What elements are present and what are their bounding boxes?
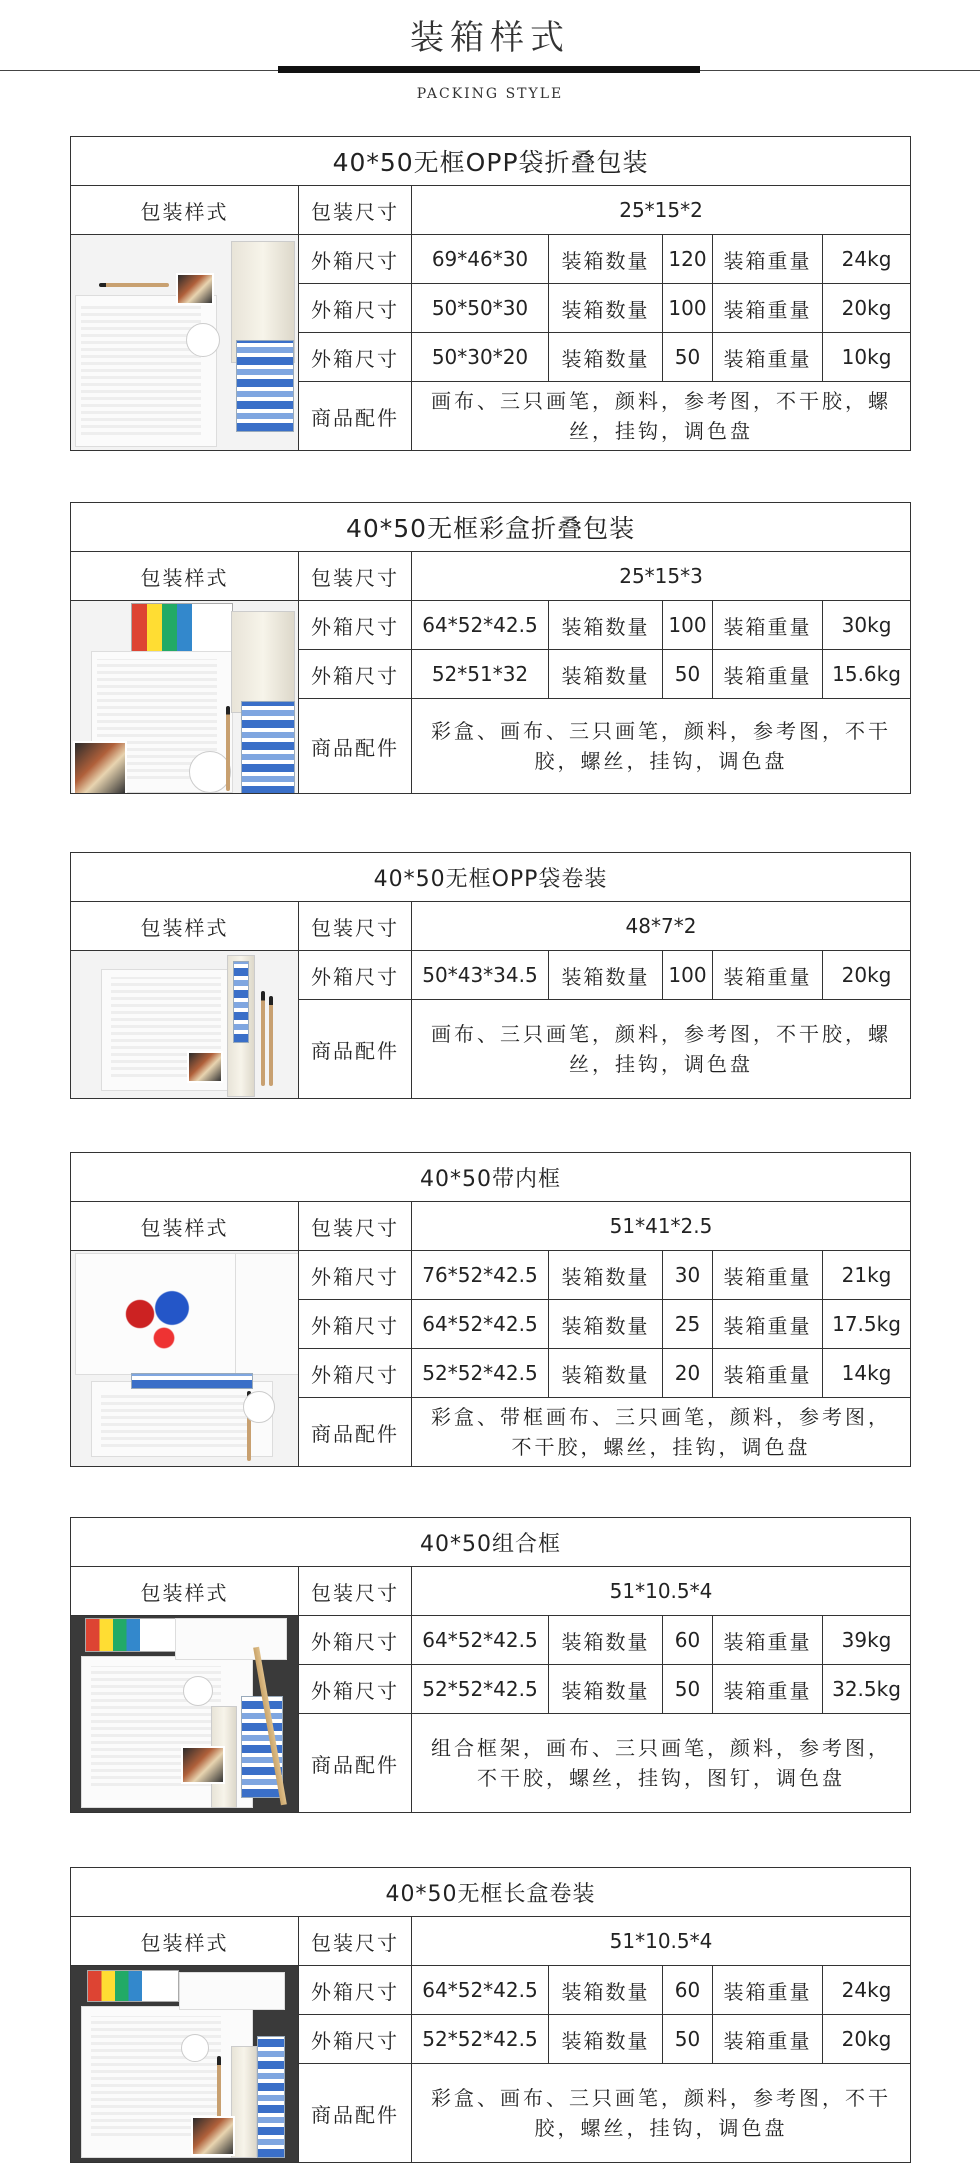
- packing-style-label: 包装样式: [71, 186, 299, 235]
- product-photo: [71, 235, 299, 451]
- outer-size-label: 外箱尺寸: [299, 1665, 412, 1714]
- package-size-value: 25*15*2: [412, 186, 911, 235]
- carton-weight-value: 32.5kg: [823, 1665, 911, 1714]
- accessories-label: 商品配件: [299, 2064, 412, 2163]
- outer-size-value: 69*46*30: [412, 235, 549, 284]
- carton-qty-label: 装箱数量: [549, 1616, 663, 1665]
- accessories-label: 商品配件: [299, 1000, 412, 1099]
- page-header: [0, 0, 980, 110]
- carton-qty-label: 装箱数量: [549, 650, 663, 699]
- packing-table: [70, 502, 911, 794]
- outer-size-label: 外箱尺寸: [299, 2015, 412, 2064]
- carton-qty-value: 25: [663, 1300, 713, 1349]
- packing-section-opp-roll: [70, 852, 910, 1099]
- carton-weight-label: 装箱重量: [713, 650, 823, 699]
- packing-style-label: 包装样式: [71, 552, 299, 601]
- product-photo: [71, 601, 299, 794]
- packing-table: [70, 136, 911, 451]
- outer-size-value: 50*43*34.5: [412, 951, 549, 1000]
- carton-qty-label: 装箱数量: [549, 1251, 663, 1300]
- carton-qty-value: 60: [663, 1966, 713, 2015]
- carton-weight-label: 装箱重量: [713, 1665, 823, 1714]
- outer-size-value: 50*30*20: [412, 333, 549, 382]
- package-size-value: 51*10.5*4: [412, 1567, 911, 1616]
- page-title: 装箱样式: [410, 18, 570, 58]
- product-photo: [71, 1616, 299, 1813]
- package-size-value: 51*10.5*4: [412, 1917, 911, 1966]
- carton-qty-value: 100: [663, 284, 713, 333]
- packing-table: [70, 852, 911, 1099]
- carton-weight-label: 装箱重量: [713, 1616, 823, 1665]
- carton-weight-label: 装箱重量: [713, 284, 823, 333]
- carton-qty-value: 30: [663, 1251, 713, 1300]
- accessories-value: 画布、三只画笔，颜料，参考图，不干胶，螺丝，挂钩，调色盘: [412, 1000, 911, 1099]
- package-size-label: 包装尺寸: [299, 186, 412, 235]
- carton-weight-label: 装箱重量: [713, 951, 823, 1000]
- carton-weight-label: 装箱重量: [713, 2015, 823, 2064]
- carton-weight-value: 30kg: [823, 601, 911, 650]
- packing-table: [70, 1867, 911, 2163]
- carton-weight-value: 14kg: [823, 1349, 911, 1398]
- carton-qty-value: 50: [663, 650, 713, 699]
- packing-table: [70, 1152, 911, 1467]
- package-size-label: 包装尺寸: [299, 1202, 412, 1251]
- section-title: 40*50无框长盒卷装: [71, 1868, 911, 1917]
- carton-weight-label: 装箱重量: [713, 333, 823, 382]
- accessories-value: 组合框架，画布、三只画笔，颜料，参考图，不干胶，螺丝，挂钩，图钉，调色盘: [412, 1714, 911, 1813]
- outer-size-label: 外箱尺寸: [299, 284, 412, 333]
- header-accent-bar: [278, 66, 700, 73]
- outer-size-label: 外箱尺寸: [299, 235, 412, 284]
- section-title: 40*50带内框: [71, 1153, 911, 1202]
- packing-section-opp-fold: [70, 136, 910, 451]
- outer-size-value: 64*52*42.5: [412, 601, 549, 650]
- packing-table: [70, 1517, 911, 1813]
- packing-style-label: 包装样式: [71, 1917, 299, 1966]
- package-size-label: 包装尺寸: [299, 1567, 412, 1616]
- accessories-label: 商品配件: [299, 699, 412, 794]
- outer-size-value: 52*51*32: [412, 650, 549, 699]
- outer-size-label: 外箱尺寸: [299, 1300, 412, 1349]
- carton-weight-value: 24kg: [823, 1966, 911, 2015]
- carton-weight-value: 10kg: [823, 333, 911, 382]
- accessories-label: 商品配件: [299, 1398, 412, 1467]
- carton-qty-value: 50: [663, 2015, 713, 2064]
- outer-size-label: 外箱尺寸: [299, 1251, 412, 1300]
- packing-style-label: 包装样式: [71, 1202, 299, 1251]
- carton-weight-value: 17.5kg: [823, 1300, 911, 1349]
- section-title: 40*50组合框: [71, 1518, 911, 1567]
- carton-weight-value: 20kg: [823, 2015, 911, 2064]
- carton-qty-value: 60: [663, 1616, 713, 1665]
- carton-qty-value: 100: [663, 601, 713, 650]
- product-photo: [71, 1251, 299, 1467]
- outer-size-value: 76*52*42.5: [412, 1251, 549, 1300]
- outer-size-label: 外箱尺寸: [299, 601, 412, 650]
- outer-size-value: 64*52*42.5: [412, 1616, 549, 1665]
- accessories-label: 商品配件: [299, 1714, 412, 1813]
- outer-size-label: 外箱尺寸: [299, 951, 412, 1000]
- carton-qty-label: 装箱数量: [549, 1349, 663, 1398]
- outer-size-label: 外箱尺寸: [299, 1349, 412, 1398]
- accessories-label: 商品配件: [299, 382, 412, 451]
- carton-weight-value: 21kg: [823, 1251, 911, 1300]
- outer-size-label: 外箱尺寸: [299, 333, 412, 382]
- carton-qty-label: 装箱数量: [549, 1966, 663, 2015]
- outer-size-value: 64*52*42.5: [412, 1300, 549, 1349]
- carton-qty-value: 20: [663, 1349, 713, 1398]
- package-size-value: 25*15*3: [412, 552, 911, 601]
- accessories-value: 彩盒、带框画布、三只画笔，颜料，参考图，不干胶，螺丝，挂钩，调色盘: [412, 1398, 911, 1467]
- package-size-label: 包装尺寸: [299, 1917, 412, 1966]
- carton-weight-label: 装箱重量: [713, 1349, 823, 1398]
- packing-style-label: 包装样式: [71, 902, 299, 951]
- packing-section-combo-frame: [70, 1517, 910, 1813]
- product-photo: [71, 1966, 299, 2163]
- outer-size-value: 52*52*42.5: [412, 1665, 549, 1714]
- carton-qty-label: 装箱数量: [549, 951, 663, 1000]
- carton-qty-value: 50: [663, 1665, 713, 1714]
- accessories-value: 彩盒、画布、三只画笔，颜料，参考图，不干胶，螺丝，挂钩，调色盘: [412, 699, 911, 794]
- outer-size-value: 64*52*42.5: [412, 1966, 549, 2015]
- carton-weight-label: 装箱重量: [713, 601, 823, 650]
- packing-style-label: 包装样式: [71, 1567, 299, 1616]
- carton-weight-label: 装箱重量: [713, 1966, 823, 2015]
- carton-weight-label: 装箱重量: [713, 1300, 823, 1349]
- carton-qty-label: 装箱数量: [549, 601, 663, 650]
- carton-qty-label: 装箱数量: [549, 235, 663, 284]
- outer-size-value: 52*52*42.5: [412, 2015, 549, 2064]
- packing-section-long-box-roll: [70, 1867, 910, 2163]
- packing-section-color-box-fold: [70, 502, 910, 794]
- carton-weight-value: 15.6kg: [823, 650, 911, 699]
- outer-size-value: 50*50*30: [412, 284, 549, 333]
- carton-qty-label: 装箱数量: [549, 333, 663, 382]
- outer-size-label: 外箱尺寸: [299, 650, 412, 699]
- carton-qty-value: 100: [663, 951, 713, 1000]
- outer-size-label: 外箱尺寸: [299, 1616, 412, 1665]
- carton-weight-value: 20kg: [823, 284, 911, 333]
- product-photo: [71, 951, 299, 1099]
- carton-qty-value: 120: [663, 235, 713, 284]
- section-title: 40*50无框彩盒折叠包装: [71, 503, 911, 552]
- carton-qty-label: 装箱数量: [549, 1665, 663, 1714]
- section-title: 40*50无框OPP袋卷装: [71, 853, 911, 902]
- accessories-value: 画布、三只画笔，颜料，参考图，不干胶，螺丝，挂钩，调色盘: [412, 382, 911, 451]
- carton-weight-label: 装箱重量: [713, 235, 823, 284]
- carton-weight-label: 装箱重量: [713, 1251, 823, 1300]
- carton-qty-label: 装箱数量: [549, 2015, 663, 2064]
- accessories-value: 彩盒、画布、三只画笔，颜料，参考图，不干胶，螺丝，挂钩，调色盘: [412, 2064, 911, 2163]
- page-subtitle: PACKING STYLE: [416, 86, 564, 102]
- carton-qty-value: 50: [663, 333, 713, 382]
- package-size-label: 包装尺寸: [299, 902, 412, 951]
- carton-qty-label: 装箱数量: [549, 1300, 663, 1349]
- package-size-value: 48*7*2: [412, 902, 911, 951]
- packing-section-inner-frame: [70, 1152, 910, 1467]
- carton-qty-label: 装箱数量: [549, 284, 663, 333]
- package-size-value: 51*41*2.5: [412, 1202, 911, 1251]
- section-title: 40*50无框OPP袋折叠包装: [71, 137, 911, 186]
- carton-weight-value: 24kg: [823, 235, 911, 284]
- package-size-label: 包装尺寸: [299, 552, 412, 601]
- carton-weight-value: 20kg: [823, 951, 911, 1000]
- outer-size-value: 52*52*42.5: [412, 1349, 549, 1398]
- outer-size-label: 外箱尺寸: [299, 1966, 412, 2015]
- carton-weight-value: 39kg: [823, 1616, 911, 1665]
